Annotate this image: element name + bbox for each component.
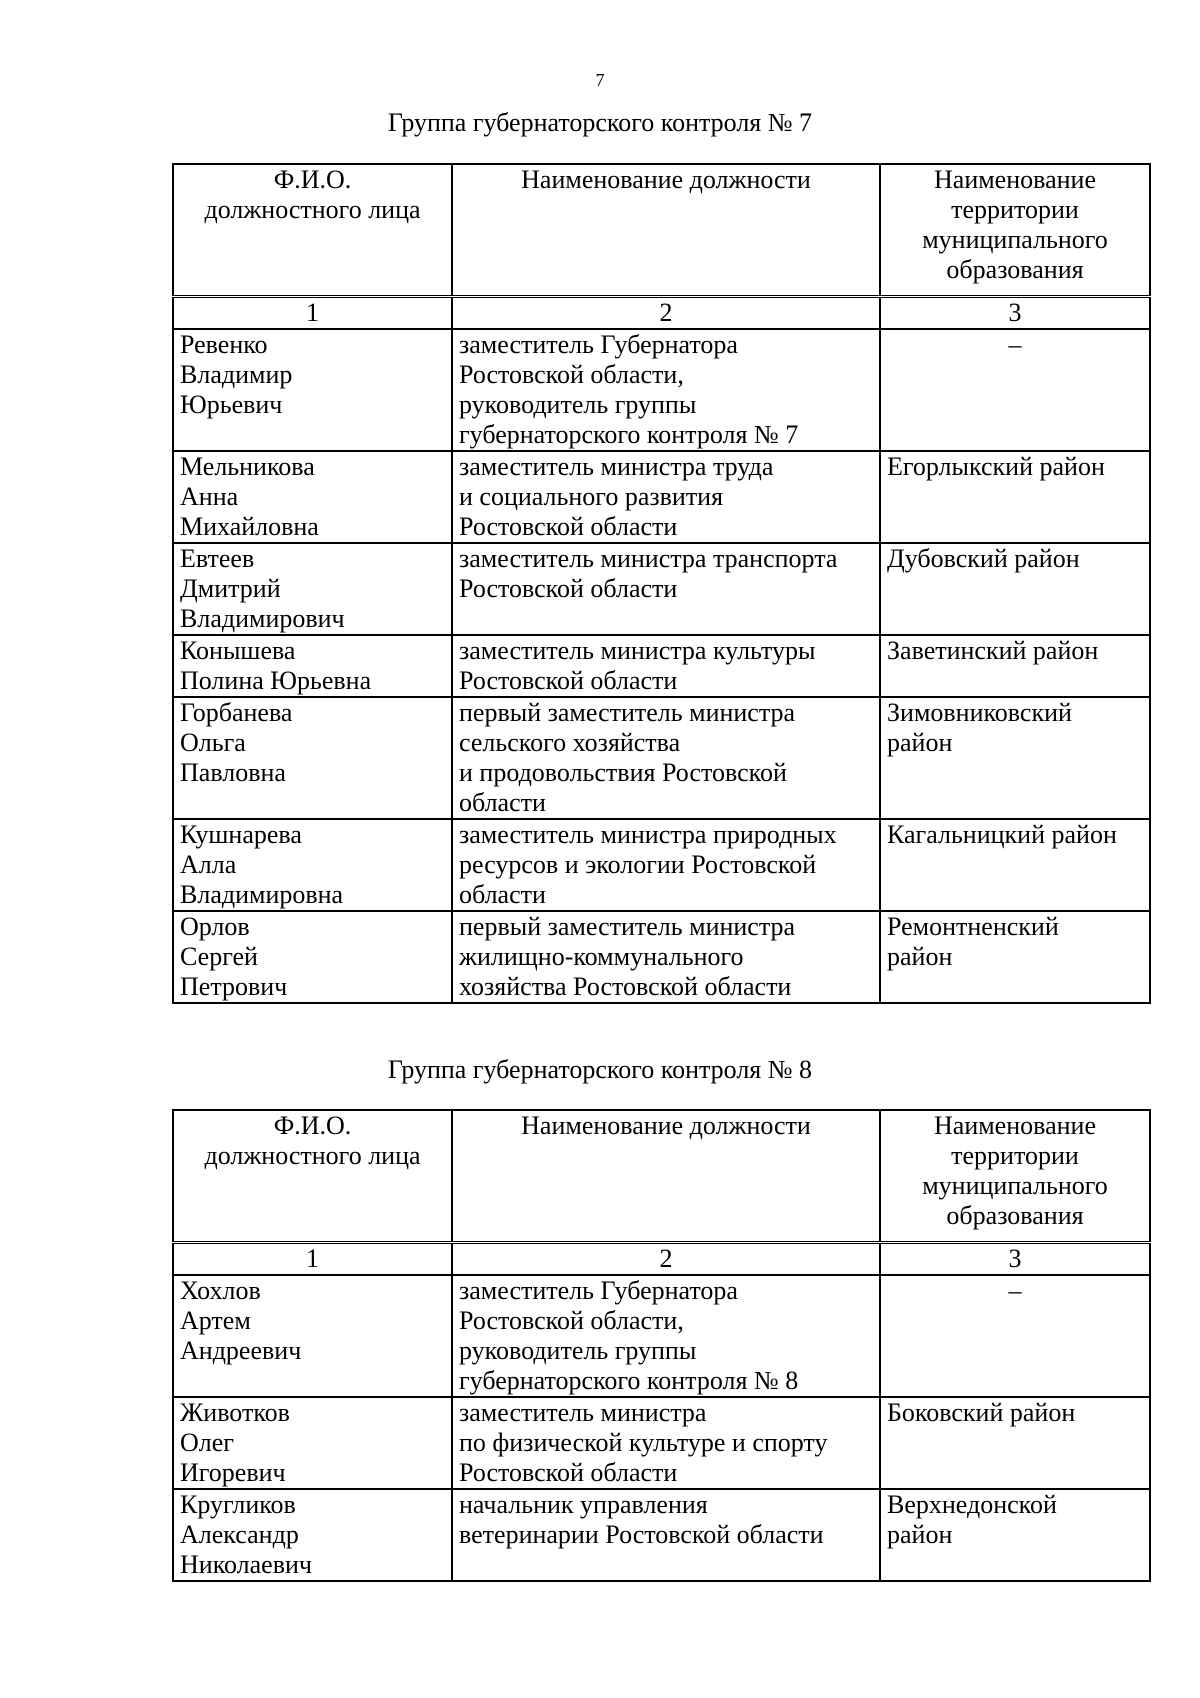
official-name-cell: Орлов Сергей Петрович	[173, 911, 452, 1003]
territory-cell: Ремонтненский район	[880, 911, 1150, 1003]
official-name-cell: Животков Олег Игоревич	[173, 1397, 452, 1489]
position-cell: заместитель министра природных ресурсов и экологии Ростовской области	[452, 819, 880, 911]
table-row	[173, 329, 1150, 451]
territory-cell: Боковский район	[880, 1397, 1150, 1489]
position-cell: заместитель министра транспорта Ростовской области	[452, 543, 880, 635]
control-group-table	[172, 163, 1151, 1004]
table-header-row	[173, 164, 1150, 297]
position-cell: заместитель Губернатора Ростовской области, руководитель группы губернаторского контроля № 8	[452, 1275, 880, 1397]
table-header-row	[173, 1110, 1150, 1243]
official-name-cell: Мельникова Анна Михайловна	[173, 451, 452, 543]
column-number: 3	[880, 297, 1150, 330]
table-row	[173, 697, 1150, 819]
territory-cell: Верхнедонской район	[880, 1489, 1150, 1581]
column-number-row	[173, 297, 1150, 330]
territory-cell: –	[880, 329, 1150, 451]
header-position: Наименование должности	[452, 1110, 880, 1243]
header-full-name: Ф.И.О. должностного лица	[173, 164, 452, 297]
page-number: 7	[595, 70, 605, 90]
official-name-cell: Хохлов Артем Андреевич	[173, 1275, 452, 1397]
territory-cell: –	[880, 1275, 1150, 1397]
table-row	[173, 451, 1150, 543]
table-row	[173, 1489, 1150, 1581]
table-row	[173, 819, 1150, 911]
header-position: Наименование должности	[452, 164, 880, 297]
official-name-cell: Евтеев Дмитрий Владимирович	[173, 543, 452, 635]
territory-cell: Дубовский район	[880, 543, 1150, 635]
territory-cell: Зимовниковский район	[880, 697, 1150, 819]
header-territory: Наименование территории муниципального образования	[880, 164, 1150, 297]
position-cell: заместитель министра культуры Ростовской области	[452, 635, 880, 697]
official-name-cell: Конышева Полина Юрьевна	[173, 635, 452, 697]
table-row	[173, 911, 1150, 1003]
official-name-cell: Кругликов Александр Николаевич	[173, 1489, 452, 1581]
header-territory: Наименование территории муниципального образования	[880, 1110, 1150, 1243]
group-title: Группа губернаторского контроля № 8	[387, 1055, 813, 1084]
column-number: 2	[452, 297, 880, 330]
territory-cell: Кагальницкий район	[880, 819, 1150, 911]
table-row	[173, 635, 1150, 697]
territory-cell: Егорлыкский район	[880, 451, 1150, 543]
table-row	[173, 1397, 1150, 1489]
column-number: 1	[173, 1243, 452, 1276]
column-number: 1	[173, 297, 452, 330]
table-row	[173, 543, 1150, 635]
column-number: 2	[452, 1243, 880, 1276]
header-full-name: Ф.И.О. должностного лица	[173, 1110, 452, 1243]
position-cell: начальник управления ветеринарии Ростовской области	[452, 1489, 880, 1581]
territory-cell: Заветинский район	[880, 635, 1150, 697]
control-group-table	[172, 1109, 1151, 1582]
position-cell: заместитель министра труда и социального развития Ростовской области	[452, 451, 880, 543]
column-number: 3	[880, 1243, 1150, 1276]
position-cell: первый заместитель министра сельского хозяйства и продовольствия Ростовской области	[452, 697, 880, 819]
official-name-cell: Ревенко Владимир Юрьевич	[173, 329, 452, 451]
official-name-cell: Горбанева Ольга Павловна	[173, 697, 452, 819]
table-row	[173, 1275, 1150, 1397]
official-name-cell: Кушнарева Алла Владимировна	[173, 819, 452, 911]
position-cell: заместитель Губернатора Ростовской области, руководитель группы губернаторского контроля № 7	[452, 329, 880, 451]
position-cell: заместитель министра по физической культуре и спорту Ростовской области	[452, 1397, 880, 1489]
position-cell: первый заместитель министра жилищно-коммунального хозяйства Ростовской области	[452, 911, 880, 1003]
column-number-row	[173, 1243, 1150, 1276]
group-title: Группа губернаторского контроля № 7	[387, 108, 813, 137]
